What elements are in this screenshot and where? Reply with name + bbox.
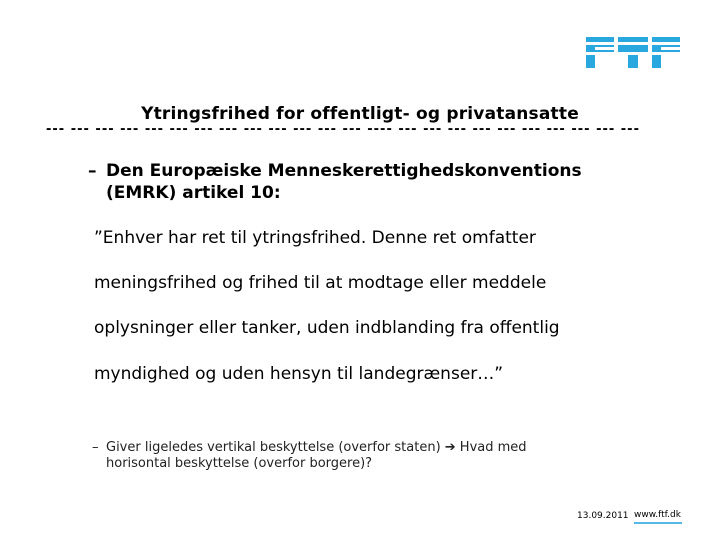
note-line-2: horisontal beskyttelse (overfor borgere)? (106, 456, 373, 471)
footer-url-text: www.ftf.dk (634, 510, 681, 520)
title-separator: --- --- --- --- --- --- --- --- --- --- --- --- --- ---- --- --- --- --- --- --- --- --- --- --- (46, 122, 640, 137)
quote-line-3: oplysninger eller tanker, uden indblanding fra offentlig (94, 318, 560, 338)
quote-line-4: myndighed og uden hensyn til landegrænser…” (94, 364, 504, 384)
note-dash: – (92, 440, 99, 455)
note-line-1-text: Giver ligeledes vertikal beskyttelse (overfor staten) ➔ Hvad med (106, 440, 527, 455)
quote-line-2: meningsfrihed og frihed til at modtage eller meddele (94, 273, 547, 293)
slide-title: Ytringsfrihed for offentligt- og privatansatte (141, 104, 579, 124)
quote-line-1: ”Enhver har ret til ytringsfrihed. Denne ret omfatter (94, 228, 536, 248)
footer-date: 13.09.2011 (577, 511, 629, 521)
footer-url (634, 510, 682, 524)
footer-accent-bar (634, 522, 682, 524)
ftf-logo (586, 37, 680, 68)
heading-dash: – (88, 161, 97, 181)
heading-line-1: Den Europæiske Menneskerettighedskonventions (106, 161, 582, 181)
note-bullet (92, 440, 612, 472)
heading-line-2: (EMRK) artikel 10: (106, 183, 281, 203)
note-line-1 (92, 440, 612, 456)
section-heading (88, 160, 652, 204)
